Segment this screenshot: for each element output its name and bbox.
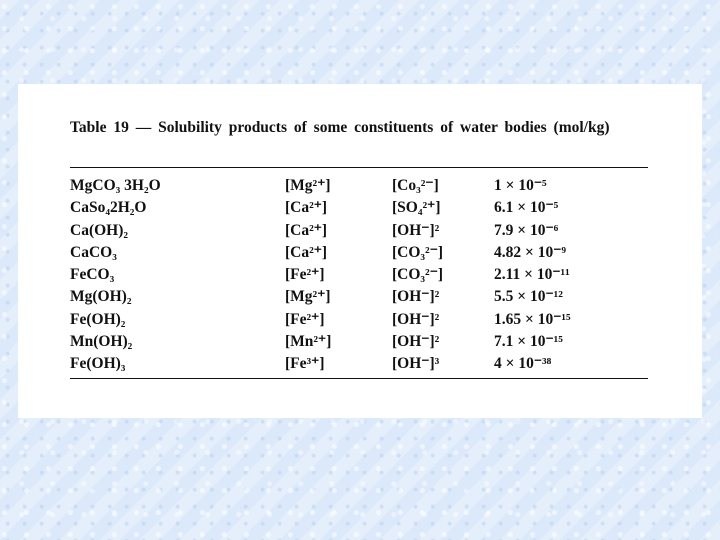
anion-cell: [OH⁻]³ <box>392 355 440 373</box>
cation-cell: [Ca²⁺] <box>285 199 328 217</box>
anion-cell: [CO₃²⁻] <box>392 266 444 284</box>
ksp-cell: 2.11 × 10⁻¹¹ <box>494 266 570 284</box>
table-row <box>70 286 648 308</box>
cation-cell: [Ca²⁺] <box>285 221 328 239</box>
ksp-cell: 4.82 × 10⁻⁹ <box>494 243 567 261</box>
anion-cell: [SO₄²⁺] <box>392 199 441 217</box>
ksp-cell: 1.65 × 10⁻¹⁵ <box>494 310 571 328</box>
compound-cell: Fe(OH)₃ <box>70 355 126 373</box>
compound-cell: Mg(OH)₂ <box>70 288 132 306</box>
compound-cell: MgCO₃ 3H₂O <box>70 177 161 194</box>
anion-cell: [CO₃²⁻] <box>392 243 444 261</box>
anion-cell: [OH⁻]² <box>392 310 440 328</box>
table-row <box>70 175 648 197</box>
ksp-cell: 4 × 10⁻³⁸ <box>494 355 552 373</box>
anion-cell: [OH⁻]² <box>392 221 440 239</box>
ksp-cell: 6.1 × 10⁻⁵ <box>494 199 559 217</box>
table-row <box>70 353 648 375</box>
table-row <box>70 220 648 242</box>
table-row <box>70 264 648 286</box>
table-body <box>70 175 648 376</box>
compound-cell: Ca(OH)₂ <box>70 221 129 239</box>
cation-cell: [Fe³⁺] <box>285 355 325 373</box>
ksp-cell: 7.9 × 10⁻⁶ <box>494 221 559 239</box>
anion-cell: [OH⁻]² <box>392 333 440 351</box>
compound-cell: Mn(OH)₂ <box>70 333 133 351</box>
top-rule <box>70 167 648 168</box>
cation-cell: [Ca²⁺] <box>285 243 328 261</box>
compound-cell: FeCO₃ <box>70 266 115 284</box>
table-caption: Table 19 — Solubility products of some constituents of water bodies (mol/kg) <box>70 119 610 136</box>
cation-cell: [Mg²⁺] <box>285 177 331 194</box>
table-row <box>70 331 648 353</box>
cation-cell: [Fe²⁺] <box>285 310 325 328</box>
cation-cell: [Fe²⁺] <box>285 266 325 284</box>
ksp-cell: 5.5 × 10⁻¹² <box>494 288 563 306</box>
ksp-cell: 7.1 × 10⁻¹⁵ <box>494 333 563 351</box>
anion-cell: [OH⁻]² <box>392 288 440 306</box>
cation-cell: [Mg²⁺] <box>285 288 331 306</box>
bottom-rule <box>70 378 648 379</box>
compound-cell: CaCO₃ <box>70 243 117 261</box>
compound-cell: CaSo₄2H₂O <box>70 199 147 217</box>
anion-cell: [Co₃²⁻] <box>392 177 439 194</box>
cation-cell: [Mn²⁺] <box>285 333 332 351</box>
table-row <box>70 309 648 331</box>
compound-cell: Fe(OH)₂ <box>70 310 126 328</box>
table-row <box>70 242 648 264</box>
table-panel <box>18 84 702 418</box>
table-row <box>70 197 648 219</box>
ksp-cell: 1 × 10⁻⁵ <box>494 177 547 194</box>
